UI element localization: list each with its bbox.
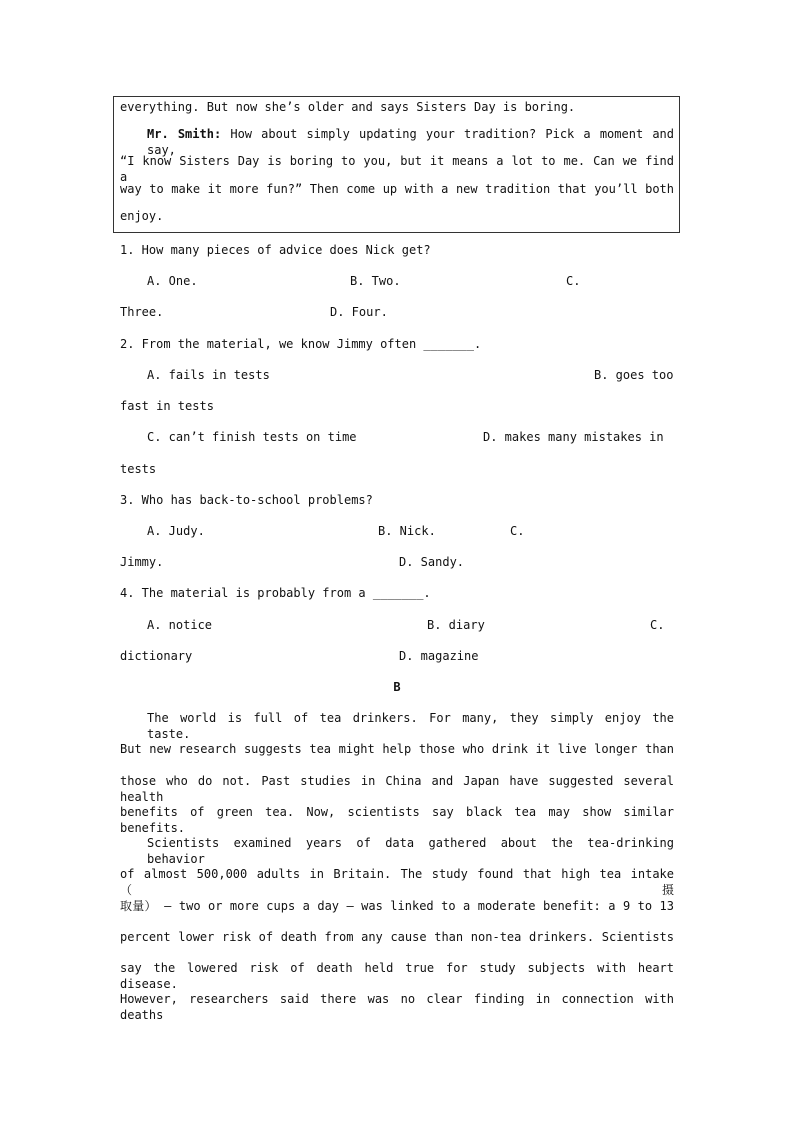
para2-line-4: percent lower risk of death from any cause than non-tea drinkers. Scientists [120,930,674,944]
para2-line-5: say the lowered risk of death held true for study subjects with heart disease. [120,961,674,991]
para2-line-2: of almost 500,000 adults in Britain. The study found that high tea intake （摄 [120,867,674,897]
dialogue-line-4: way to make it more fun?” Then come up with a new tradition that you’ll both [120,182,674,196]
question-1-stem: 1. How many pieces of advice does Nick get? [120,243,431,257]
question-3-option-d: D. Sandy. [399,555,465,569]
question-3-option-b: B. Nick. [378,524,436,538]
question-2-option-c: C. can’t finish tests on time [147,430,357,444]
question-1-option-b: B. Two. [350,274,401,288]
question-1-option-c-label: C. [566,274,581,288]
speaker-label: Mr. Smith: [147,127,222,141]
para1-line-1: The world is full of tea drinkers. For many, they simply enjoy the taste. [147,711,674,741]
para1-line-2: But new research suggests tea might help those who drink it live longer than [120,742,674,756]
question-1-option-c-text: Three. [120,305,164,319]
dialogue-line-2-text: How about simply updating your tradition? Pick a moment and say, [147,127,674,157]
question-2-stem: 2. From the material, we know Jimmy often _______. [120,337,482,351]
question-2-option-b-cont: fast in tests [120,399,214,413]
question-1-option-d: D. Four. [330,305,388,319]
question-3-option-c-text: Jimmy. [120,555,164,569]
question-2-option-b: B. goes too [594,368,674,382]
question-4-option-c-text: dictionary [120,649,193,663]
para1-line-3: those who do not. Past studies in China and Japan have suggested several health [120,774,674,804]
section-heading: B [393,680,401,694]
question-3-stem: 3. Who has back-to-school problems? [120,493,373,507]
para2-line-1: Scientists examined years of data gathered about the tea-drinking behavior [147,836,674,866]
para2-line-3: 取量） — two or more cups a day — was linked to a moderate benefit: a 9 to 13 [120,899,674,913]
question-4-stem: 4. The material is probably from a _______. [120,586,431,600]
para1-line-4: benefits of green tea. Now, scientists say black tea may show similar benefits. [120,805,674,835]
question-4-option-c-label: C. [650,618,665,632]
question-3-option-c-label: C. [510,524,525,538]
question-4-option-a: A. notice [147,618,213,632]
question-2-option-a: A. fails in tests [147,368,270,382]
question-1-option-a: A. One. [147,274,198,288]
question-3-option-a: A. Judy. [147,524,205,538]
question-2-option-d-cont: tests [120,462,157,476]
question-4-option-d: D. magazine [399,649,479,663]
dialogue-line-5: enjoy. [120,209,164,223]
dialogue-line-1: everything. But now she’s older and says Sisters Day is boring. [120,100,576,114]
question-4-option-b: B. diary [427,618,485,632]
dialogue-line-3: “I know Sisters Day is boring to you, but it means a lot to me. Can we find a [120,154,674,184]
question-2-option-d: D. makes many mistakes in [483,430,664,444]
para2-line-6: However, researchers said there was no clear finding in connection with deaths [120,992,674,1022]
